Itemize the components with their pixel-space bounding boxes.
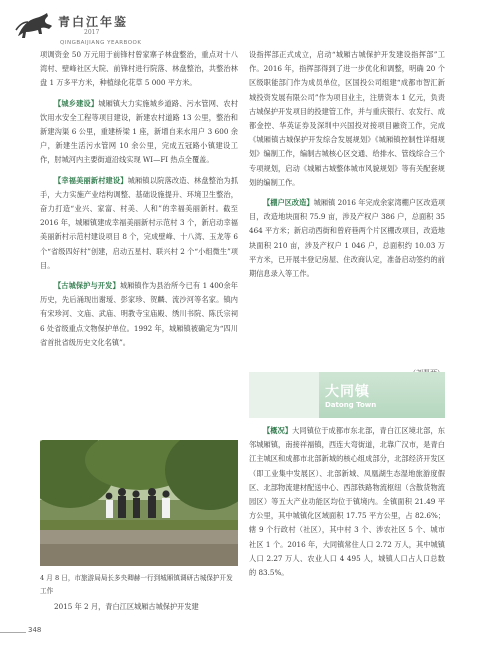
page-number: 348: [28, 626, 42, 634]
new-village-paragraph: 城厢镇以院落改造、林盘整治为抓手，大力实施产业结构调整、基础设施提升、环境卫生整治，奋力打造“业兴、家富、村美、人和”的幸福美丽新村。截至 2016 年，城厢镇建成幸福美丽新村示范村 3 个，新启动幸福美丽新村示范村建设项目 8 个，完成壁峰、十八湾、玉龙等 6 个“省级四好村”创建，启动五星村、联兴村 2 个“小组微生”项目。: [40, 175, 238, 270]
old-town-continued-paragraph: 设指挥部正式成立，启动“城厢古城保护开发建设指挥部”工作。2016 年，指挥部得到了进一步优化和调整，明确 20 个区级职能部门作为成员单位，区国投公司组建“成都市智汇新城投资发展有限公司”作为项目业主，注册资本 1 亿元，负责古城保护开发项目的投建管工作，并与重庆银行、农发行、成都金控、华英证券及深圳中兴国投对接项目融资工作，完成《城厢镇古城保护开发综合发展规划》《城厢镇控制性详细规划》编制工作，编制古城核心区交通、给排水、管线综合三个专项规划，启动《城厢古城整体城市风貌规划》等有关配套规划的编制工作。: [249, 50, 445, 187]
yearbook-title-en: QINGBAIJIANG YEARBOOK: [60, 40, 142, 46]
right-column: [249, 48, 445, 281]
yearbook-year: 2017: [84, 29, 100, 36]
banner-subtitle: Datong Town: [325, 401, 377, 409]
section-tag: 【概况】: [263, 426, 293, 435]
section-tag: 【城乡建设】: [54, 98, 99, 108]
photo-caption: [40, 572, 238, 613]
continued-paragraph: 2015 年 2 月，青白江区城厢古城保护开发建: [54, 602, 199, 611]
section-banner: [249, 372, 445, 418]
urban-rural-paragraph: 城厢镇大力实施城乡道路、污水管网、农村饮用水安全工程等项目建设，新建农村道路 13 公里，整治和新建沟渠 6 公里，重建桥梁 1 座，新增自来水用户 3 600 余户，新建生活污水管网 10 余公里，完成五冠路小镇建设工作，肘城河内主要街道沿线实现 WI—FI 热点全覆盖。: [40, 98, 238, 165]
intro-paragraph: 项调资金 50 万元用于前锋村曾家寨子林盘整治，重点对十八湾村、壁峰社区大院、前锋村进行院落、林盘整治，共整治林盘 1 万多平方米，种植绿化花草 5 000 平方米。: [40, 50, 238, 88]
page-rule: [0, 632, 26, 633]
overview-paragraph: 大同镇位于成都市东北部，青白江区境北部，东邻城厢镇，南接祥福镇，西连大弯街道，北靠广汉市，是青白江主城区和成都市北部新城的核心组成部分，北部经济开发区（即工业集中发展区）、北部新城、凤凰湖生态湿地旅游度假区、北部物流建材配送中心、西部铁路物流枢纽（含散货物流园区）等五大产业功能区均位于镇境内。全镇面积 21.49 平方公里，其中城镇化区域面积 17.75 平方公里，占 82.6%；辖 9 个行政村（社区），其中村 3 个、涉农社区 5 个、城市社区 1 个。2016 年，大同镇常住人口 2.72 万人，其中城镇人口 2.27 万人、农业人口 4 495 人，城镇人口占人口总数的 83.5%。: [249, 426, 445, 578]
horse-logo-icon: [14, 12, 54, 42]
section-tag: 【棚户区改造】: [263, 198, 314, 208]
yearbook-title: 青白江年鉴: [58, 15, 129, 29]
datong-column: [249, 424, 445, 580]
left-column: [40, 48, 238, 350]
section-tag: 【幸福美丽新村建设】: [54, 175, 128, 185]
old-town-paragraph: 城厢镇作为县治所今已有 1 400余年历史，先后涌现出谢瑷、彭家珍、贺麟、流沙河等名家。镇内有宋珍河、文庙、武庙、明教寺宝庙殿、绣川书院、陈氏宗祠 6 处省级重点文物保护单位。1992 年，城厢镇被确定为“四川省首批省级历史文化名镇”。: [40, 281, 238, 347]
shantytown-paragraph: 城厢镇 2016 年完成余家湾棚户区改造项目，改造地块面积 75.9 亩，涉及产权户 386 户，总面积 35 464 平方米；新启动西街和曾府巷两个片区棚改项目，改造地块面积 210 亩，涉及产权户 1 046 户，总面积约 10.03 万平方米，已开展丰登记房屋、住改商认定，准备启动签约的前期信息录入等工作。: [249, 198, 445, 279]
inspection-photo: [40, 440, 238, 566]
banner-title: 大同镇: [325, 384, 370, 400]
caption-text: 4 月 8 日，市旅游局局长多央卿赫一行到城厢镇调研古城保护开发工作: [40, 574, 233, 595]
banner-decoration: [249, 372, 319, 418]
section-tag: 【古城保护与开发】: [54, 281, 120, 291]
